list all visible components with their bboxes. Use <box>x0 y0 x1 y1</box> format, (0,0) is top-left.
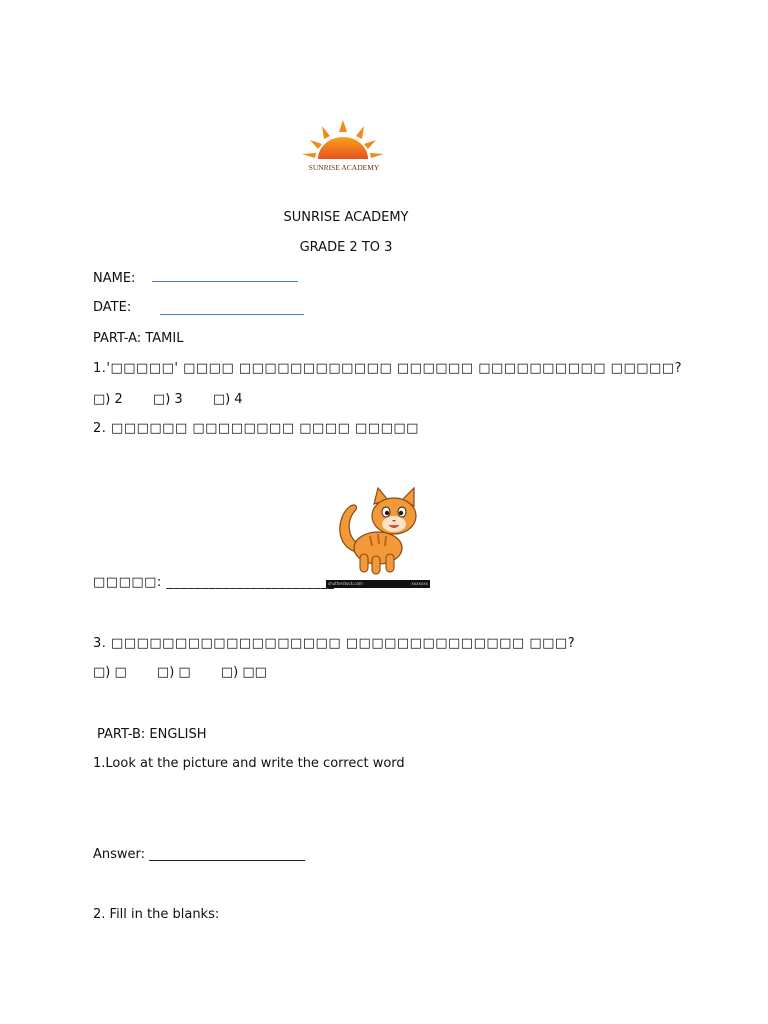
option-a[interactable]: □) □ <box>93 665 127 680</box>
part-a-question-2: 2. □□□□□□ □□□□□□□□ □□□□ □□□□□ <box>93 421 419 436</box>
part-b-answer-field[interactable]: Answer: ________________________ <box>93 847 306 862</box>
school-name: SUNRISE ACADEMY <box>283 210 409 225</box>
name-field[interactable] <box>152 281 298 282</box>
option-b[interactable]: □) 3 <box>152 392 183 407</box>
part-a-question-2-answer[interactable]: □□□□□: ________________________ <box>93 575 335 590</box>
part-b-question-2: 2. Fill in the blanks: <box>93 907 220 922</box>
part-a-question-1: 1.'□□□□□' □□□□ □□□□□□□□□□□□ □□□□□□ □□□□□□□□□□ □□□□□? <box>93 361 682 376</box>
grade-label: GRADE 2 TO 3 <box>299 240 393 255</box>
option-b[interactable]: □) □ <box>156 665 191 680</box>
image-banner-right: xxxxxxx <box>411 581 428 586</box>
cat-picture <box>326 480 430 588</box>
option-c[interactable]: □) 4 <box>212 392 243 407</box>
logo-text: SUNRISE ACADEMY <box>308 163 380 172</box>
question-1-options <box>93 392 269 407</box>
part-a-title: PART-A: TAMIL <box>93 331 184 346</box>
date-label: DATE: <box>93 300 132 315</box>
part-a-question-3: 3. □□□□□□□□□□□□□□□□□□ □□□□□□□□□□□□□□ □□□? <box>93 636 576 651</box>
image-banner-left: shutterstock.com <box>328 581 363 586</box>
sunrise-academy-logo <box>296 118 392 178</box>
option-a[interactable]: □) 2 <box>93 392 123 407</box>
image-credit-banner <box>326 580 430 588</box>
option-c[interactable]: □) □□ <box>220 665 267 680</box>
part-b-question-1: 1.Look at the picture and write the correct word <box>93 756 405 771</box>
name-label: NAME: <box>93 271 136 286</box>
date-field[interactable] <box>160 314 304 315</box>
part-b-title: PART-B: ENGLISH <box>97 727 207 742</box>
question-3-options <box>93 665 293 680</box>
